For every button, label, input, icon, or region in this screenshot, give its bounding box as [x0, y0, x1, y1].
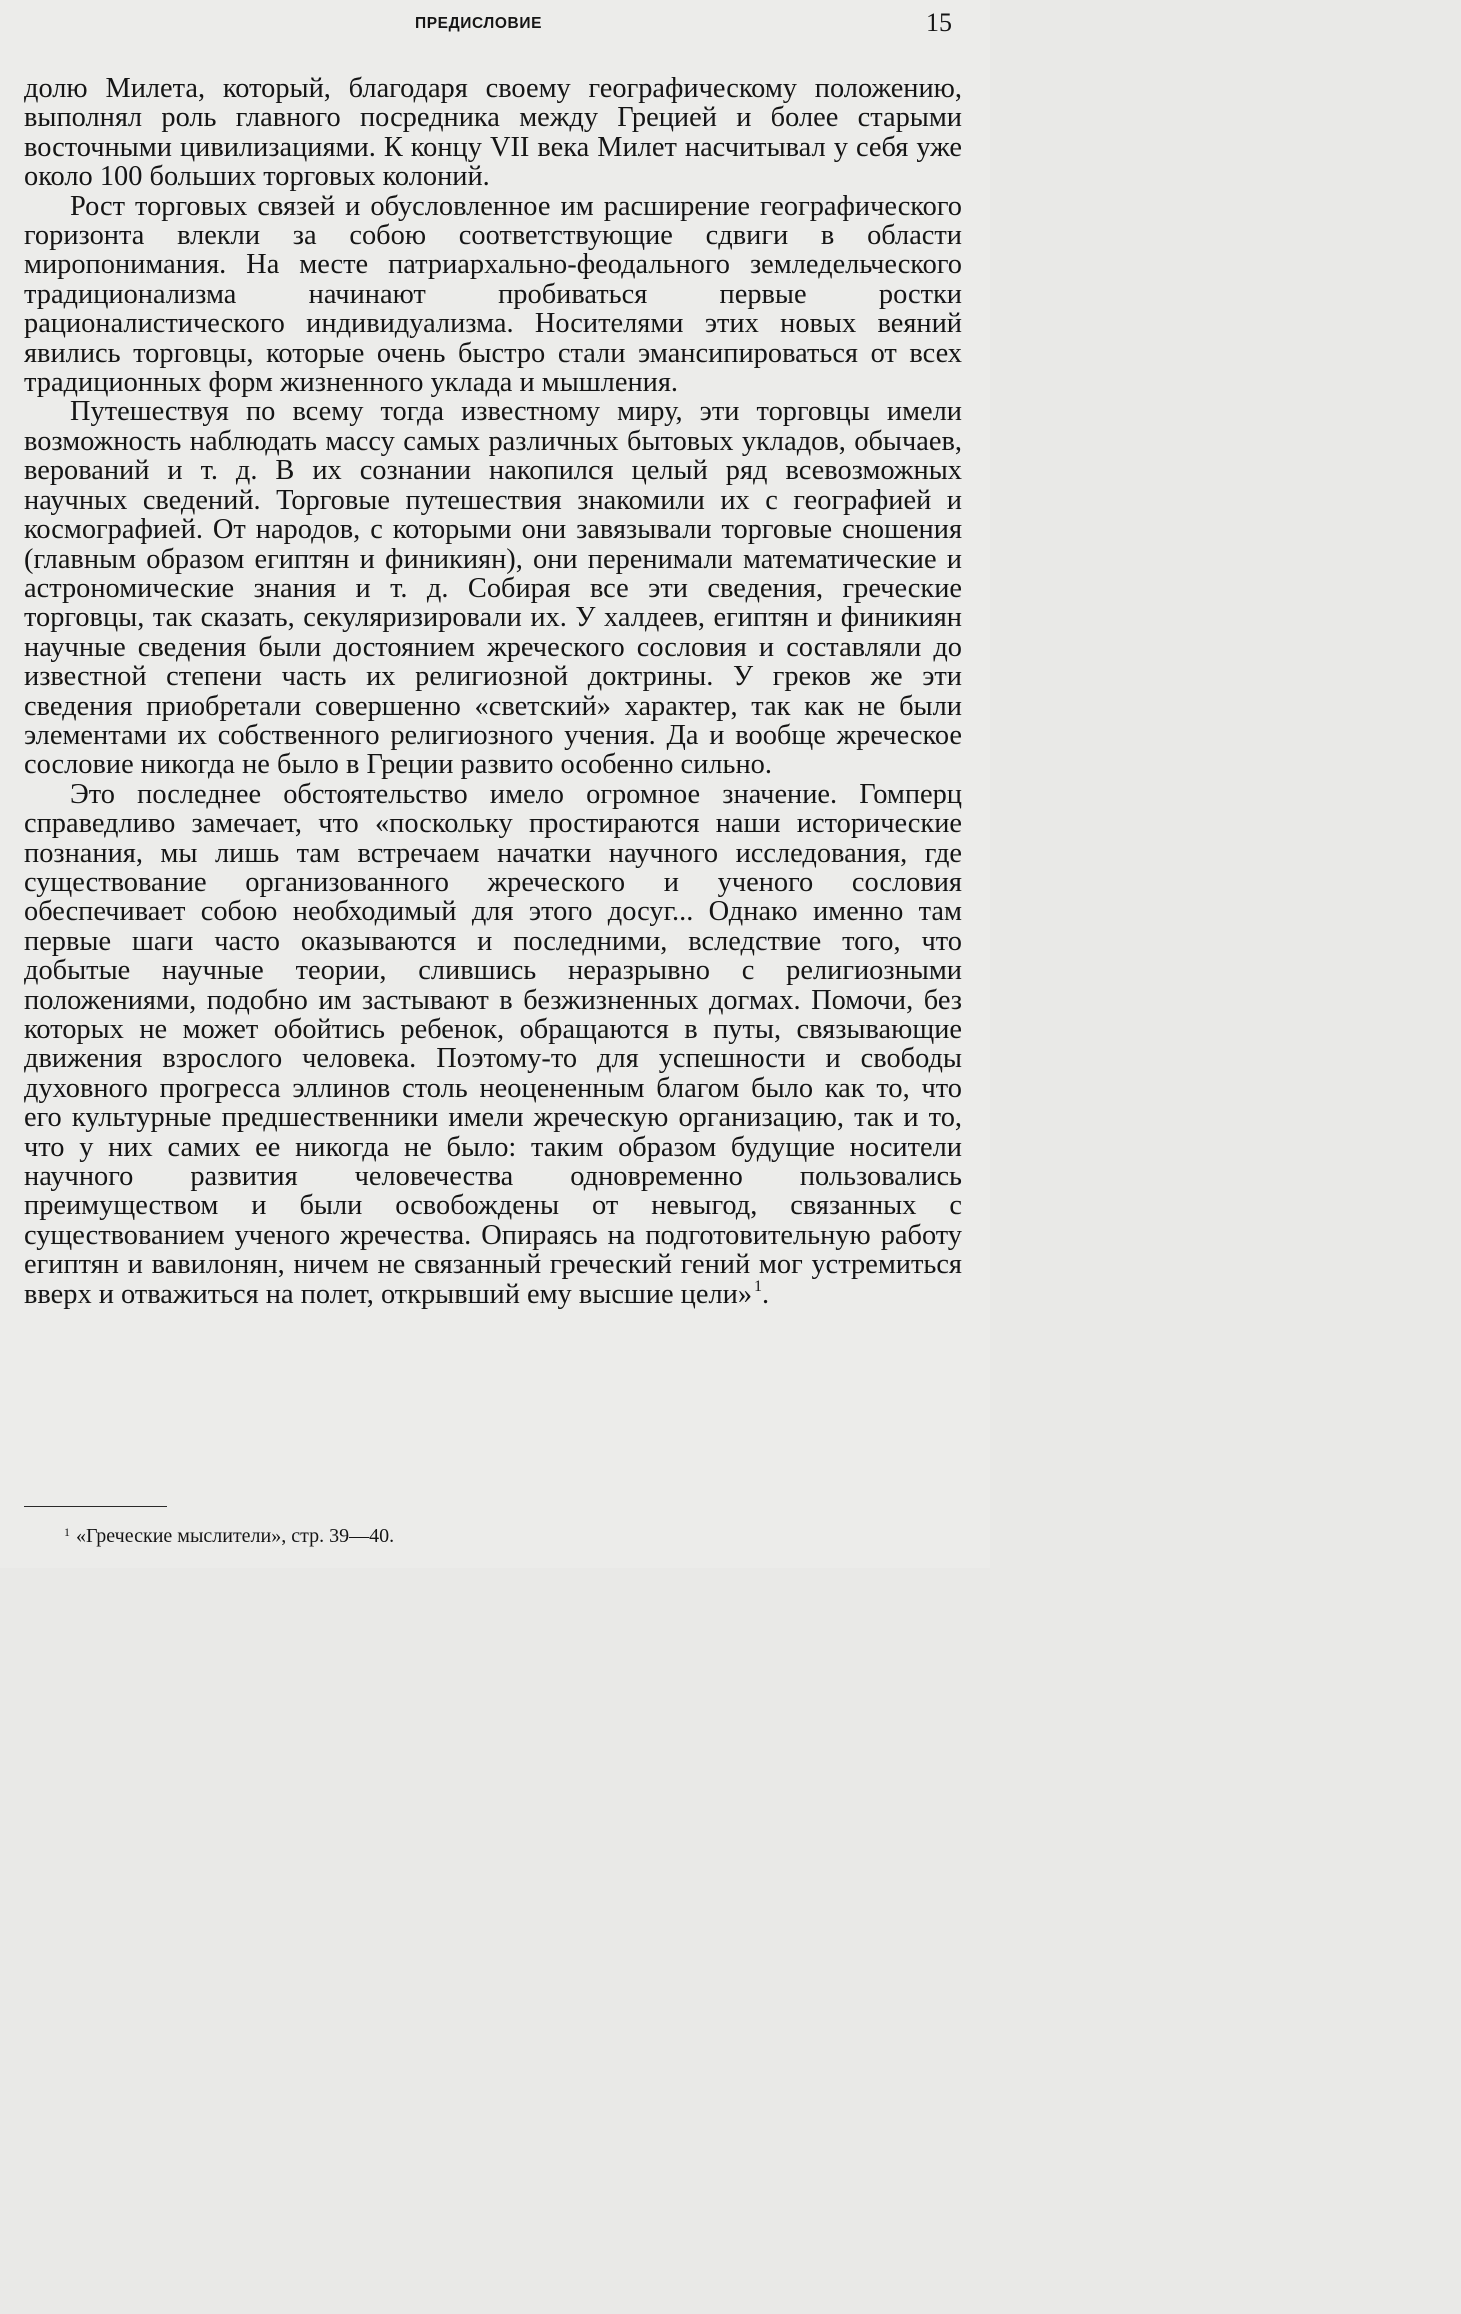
footnote	[64, 1520, 394, 1548]
paragraph-4: Это последнее обстоятельство имело огромное значение. Гомперц справедливо замечает, что «поскольку простираются наши исторические познания, мы лишь там встречаем начатки научного исследования, где существование организованного жреческого и ученого сословия обеспечивает собою необходимый для этого досуг... Однако именно там первые шаги часто оказываются и последними, вследствие того, что добытые научные теории, слившись неразрывно с религиозными положениями, подобно им застывают в безжизненных догмах. Помочи, без которых не может обойтись ребенок, обращаются в путы, связывающие движения взрослого человека. Поэтому-то для успешности и свободы духовного прогресса эллинов столь неоцененным благом было как то, что его культурные предшественники имели жреческую организацию, так и то, что у них самих ее никогда не было: таким образом будущие носители научного развития человечества одновременно пользовались преимуществом и были освобождены от невыгод, связанных с существованием ученого жречества. Опираясь на подготовительную работу египтян и вавилонян, ничем не связанный греческий гений мог устремиться вверх и отважиться на полет, открывший ему высшие цели» $^1$.	[24, 778, 962, 1310]
paragraph-4-text: Это последнее обстоятельство имело огромное значение. Гомперц справедливо замечает, что «поскольку простираются наши исторические познания, мы лишь там встречаем начатки научного исследования, где существование организованного жреческого и ученого сословия обеспечивает собою необходимый для этого досуг... Однако именно там первые шаги часто оказываются и последними, вследствие того, что добытые научные теории, слившись неразрывно с религиозными положениями, подобно им застывают в безжизненных догмах. Помочи, без которых не может обойтись ребенок, обращаются в путы, связывающие движения взрослого человека. Поэтому-то для успешности и свободы духовного прогресса эллинов столь неоцененным благом было как то, что его культурные предшественники имели жреческую организацию, так и то, что у них самих ее никогда не было: таким образом будущие носители научного развития человечества одновременно пользовались преимуществом и были освобождены от невыгод, связанных с существованием ученого жречества. Опираясь на подготовительную работу египтян и вавилонян, ничем не связанный греческий гений мог устремиться вверх и отважиться на полет, открывший ему высшие цели»	[24, 778, 962, 1310]
paragraph-1: долю Милета, который, благодаря своему географическому положению, выполнял роль главного посредника между Грецией и более старыми восточными цивилизациями. К концу VII века Милет насчитывал у себя уже около 100 больших торговых колоний.	[24, 73, 962, 193]
footnote-divider	[24, 1506, 167, 1507]
body-text	[24, 74, 962, 1309]
paragraph-2: Рост торговых связей и обусловленное им расширение географического горизонта влекли за собою соответствующие сдвиги в области миропонимания. На месте патриархально-феодального земледельческого традиционализма начинают пробиваться первые ростки рационалистического индивидуализма. Носителями этих новых веяний явились торговцы, которые очень быстро стали эмансипироваться от всех традиционных форм жизненного уклада и мышления.	[24, 190, 962, 399]
footnote-number: 1	[64, 1525, 70, 1539]
paragraph-3: Путешествуя по всему тогда известному миру, эти торговцы имели возможность наблюдать массу самых различных бытовых укладов, обычаев, верований и т. д. В их сознании накопился целый ряд всевозможных научных сведений. Торговые путешествия знакомили их с географией и космографией. От народов, с которыми они завязывали торговые сношения (главным образом египтян и финикиян), они перенимали математические и астрономические знания и т. д. Собирая все эти сведения, греческие торговцы, так сказать, секуляризировали их. У халдеев, египтян и финикиян научные сведения были достоянием жреческого сословия и составляли до известной степени часть их религиозной доктрины. У греков же эти сведения приобретали совершенно «светский» характер, так как не были элементами их собственного религиозного учения. Да и вообще жреческое сословие никогда не было в Греции развито особенно сильно.	[24, 396, 962, 781]
running-title: ПРЕДИСЛОВИЕ	[415, 15, 543, 32]
footnote-reference: 1	[754, 1277, 763, 1295]
page-number: 15	[926, 8, 952, 37]
running-head	[0, 8, 990, 37]
footnote-text: «Греческие мыслители», стр. 39—40.	[76, 1525, 395, 1547]
book-page	[0, 0, 990, 1568]
